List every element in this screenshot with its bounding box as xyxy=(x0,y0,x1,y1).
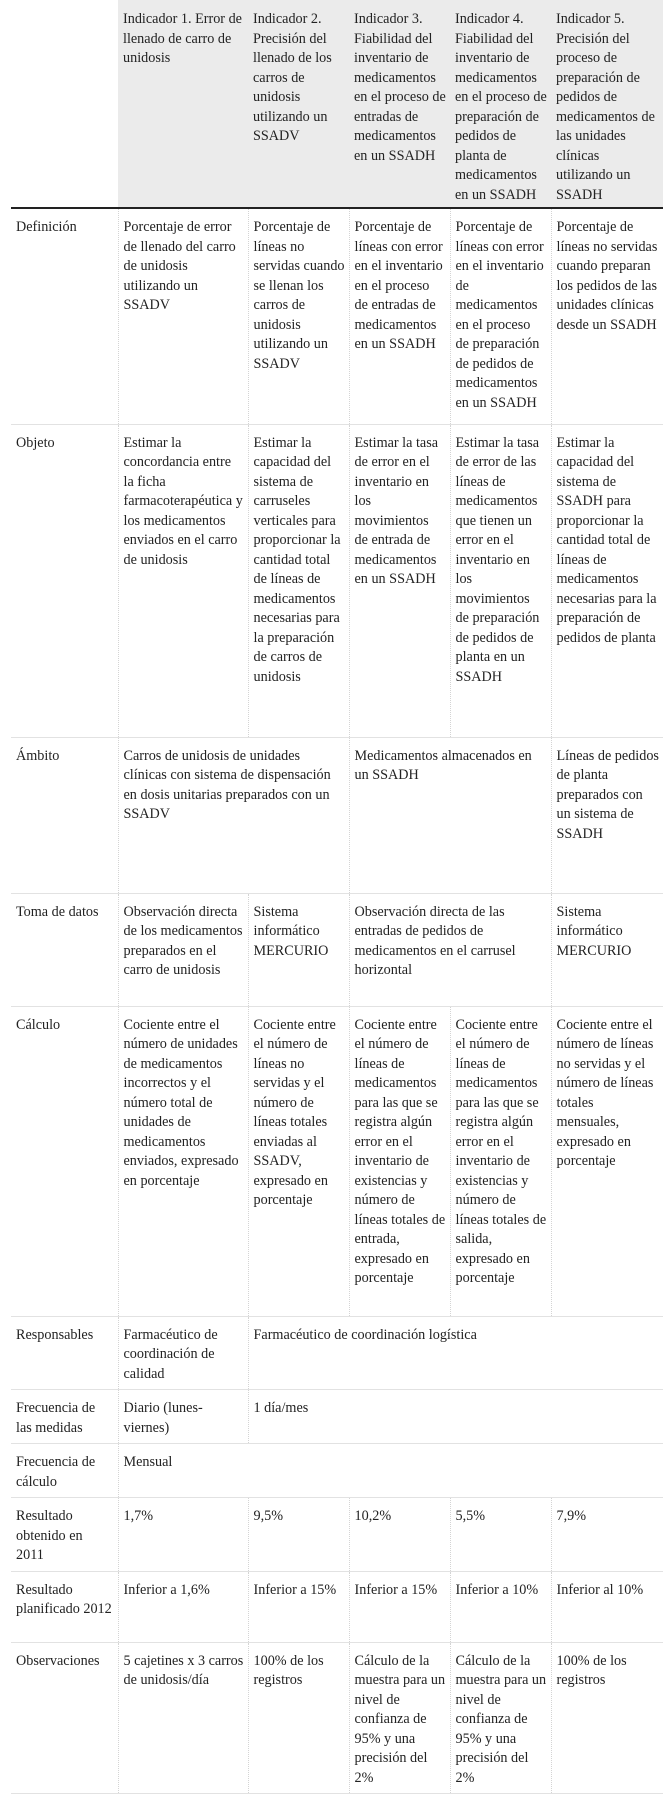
row-ambito xyxy=(11,737,663,893)
table-cell: Inferior a 15% xyxy=(248,1571,349,1642)
row-label: Ámbito xyxy=(11,737,118,893)
table-cell: Estimar la capacidad del sistema de carruseles verticales para proporcionar la cantidad total de líneas de medicamentos necesarias para la preparación de carros de unidosis xyxy=(248,424,349,737)
row-label: Cálculo xyxy=(11,1006,118,1316)
table-cell: Estimar la tasa de error en el inventario en los movimientos de entrada de medicamentos en un SSADH xyxy=(349,424,450,737)
table-cell: Cociente entre el número de unidades de medicamentos incorrectos y el número total de unidades de medicamentos enviados, expresado en porcentaje xyxy=(118,1006,248,1316)
table-cell: Inferior a 15% xyxy=(349,1571,450,1642)
header-row xyxy=(11,0,663,208)
table-cell: 1 día/mes xyxy=(248,1390,663,1444)
table-cell: 100% de los registros xyxy=(551,1642,663,1794)
row-label: Toma de datos xyxy=(11,893,118,1006)
table-cell: Observación directa de los medicamentos preparados en el carro de unidosis xyxy=(118,893,248,1006)
row-definicion xyxy=(11,208,663,424)
table-cell: Estimar la capacidad del sistema de SSADH para proporcionar la cantidad total de líneas de medicamentos necesarias para la preparación de pedidos de planta xyxy=(551,424,663,737)
table-cell: Inferior a 1,6% xyxy=(118,1571,248,1642)
table-cell: Cociente entre el número de líneas de medicamentos para las que se registra algún error en el inventario de existencias y número de líneas totales de entrada, expresado en porcentaje xyxy=(349,1006,450,1316)
table-cell: 9,5% xyxy=(248,1498,349,1572)
row-frecuencia-medidas xyxy=(11,1390,663,1444)
table-cell: Medicamentos almacenados en un SSADH xyxy=(349,737,551,893)
table-cell: Porcentaje de líneas con error en el inventario de medicamentos en el proceso de preparación de pedidos de medicamentos en un SSADH xyxy=(450,208,551,424)
table-cell: Diario (lunes-viernes) xyxy=(118,1390,248,1444)
table-cell: Líneas de pedidos de planta preparados con un sistema de SSADH xyxy=(551,737,663,893)
table-cell: Cálculo de la muestra para un nivel de confianza de 95% y una precisión del 2% xyxy=(450,1642,551,1794)
row-responsables xyxy=(11,1316,663,1390)
row-label: Responsables xyxy=(11,1316,118,1390)
row-label: Frecuencia de las medidas xyxy=(11,1390,118,1444)
table-cell: Inferior al 10% xyxy=(551,1571,663,1642)
table-cell: Sistema informático MERCURIO xyxy=(248,893,349,1006)
table-cell: Cociente entre el número de líneas no servidas y el número de líneas totales mensuales, expresado en porcentaje xyxy=(551,1006,663,1316)
table-cell: Mensual xyxy=(118,1444,663,1498)
table-cell: Estimar la tasa de error de las líneas de medicamentos que tienen un error en el inventario en los movimientos de preparación de pedidos de planta en un SSADH xyxy=(450,424,551,737)
row-label: Frecuencia de cálculo xyxy=(11,1444,118,1498)
row-label: Objeto xyxy=(11,424,118,737)
table-cell: Porcentaje de líneas no servidas cuando preparan los pedidos de las unidades clínicas desde un SSADH xyxy=(551,208,663,424)
table-cell: Farmacéutico de coordinación logística xyxy=(248,1316,663,1390)
row-toma-de-datos xyxy=(11,893,663,1006)
header-indicador-4: Indicador 4. Fiabilidad del inventario de medicamentos en el proceso de preparación de pedidos de planta de medicamentos en un SSADH xyxy=(450,0,551,208)
table-cell: Observación directa de las entradas de pedidos de medicamentos en el carrusel horizontal xyxy=(349,893,551,1006)
table-cell: 7,9% xyxy=(551,1498,663,1572)
row-calculo xyxy=(11,1006,663,1316)
header-indicador-1: Indicador 1. Error de llenado de carro de unidosis xyxy=(118,0,248,208)
indicators-table xyxy=(11,0,663,1794)
header-indicador-5: Indicador 5. Precisión del proceso de preparación de pedidos de medicamentos de las unidades clínicas utilizando un SSADH xyxy=(551,0,663,208)
row-label: Observaciones xyxy=(11,1642,118,1794)
table-cell: Cálculo de la muestra para un nivel de confianza de 95% y una precisión del 2% xyxy=(349,1642,450,1794)
row-label: Definición xyxy=(11,208,118,424)
table-cell: 10,2% xyxy=(349,1498,450,1572)
row-frecuencia-calculo xyxy=(11,1444,663,1498)
header-corner xyxy=(11,0,118,208)
table-cell: Porcentaje de líneas con error en el inventario en el proceso de entradas de medicamentos en un SSADH xyxy=(349,208,450,424)
row-planificado-2012 xyxy=(11,1571,663,1642)
row-label: Resultado planificado 2012 xyxy=(11,1571,118,1642)
row-resultado-2011 xyxy=(11,1498,663,1572)
table-cell: Cociente entre el número de líneas no servidas y el número de líneas totales enviadas al SSADV, expresado en porcentaje xyxy=(248,1006,349,1316)
table-cell: Inferior a 10% xyxy=(450,1571,551,1642)
header-indicador-2: Indicador 2. Precisión del llenado de los carros de unidosis utilizando un SSADV xyxy=(248,0,349,208)
table-cell: 5 cajetines x 3 carros de unidosis/día xyxy=(118,1642,248,1794)
table-cell: Porcentaje de error de llenado del carro de unidosis utilizando un SSADV xyxy=(118,208,248,424)
table-cell: 5,5% xyxy=(450,1498,551,1572)
table-cell: 100% de los registros xyxy=(248,1642,349,1794)
table-cell: 1,7% xyxy=(118,1498,248,1572)
table-cell: Cociente entre el número de líneas de medicamentos para las que se registra algún error en el inventario de existencias y número de líneas totales de salida, expresado en porcentaje xyxy=(450,1006,551,1316)
table-cell: Farmacéutico de coordinación de calidad xyxy=(118,1316,248,1390)
table-cell: Sistema informático MERCURIO xyxy=(551,893,663,1006)
row-label: Resultado obtenido en 2011 xyxy=(11,1498,118,1572)
header-indicador-3: Indicador 3. Fiabilidad del inventario de medicamentos en el proceso de entradas de medicamentos en un SSADH xyxy=(349,0,450,208)
row-objeto xyxy=(11,424,663,737)
table-cell: Porcentaje de líneas no servidas cuando se llenan los carros de unidosis utilizando un SSADV xyxy=(248,208,349,424)
table-cell: Estimar la concordancia entre la ficha farmacoterapéutica y los medicamentos enviados en el carro de unidosis xyxy=(118,424,248,737)
row-observaciones xyxy=(11,1642,663,1794)
table-cell: Carros de unidosis de unidades clínicas con sistema de dispensación en dosis unitarias preparados con un SSADV xyxy=(118,737,349,893)
